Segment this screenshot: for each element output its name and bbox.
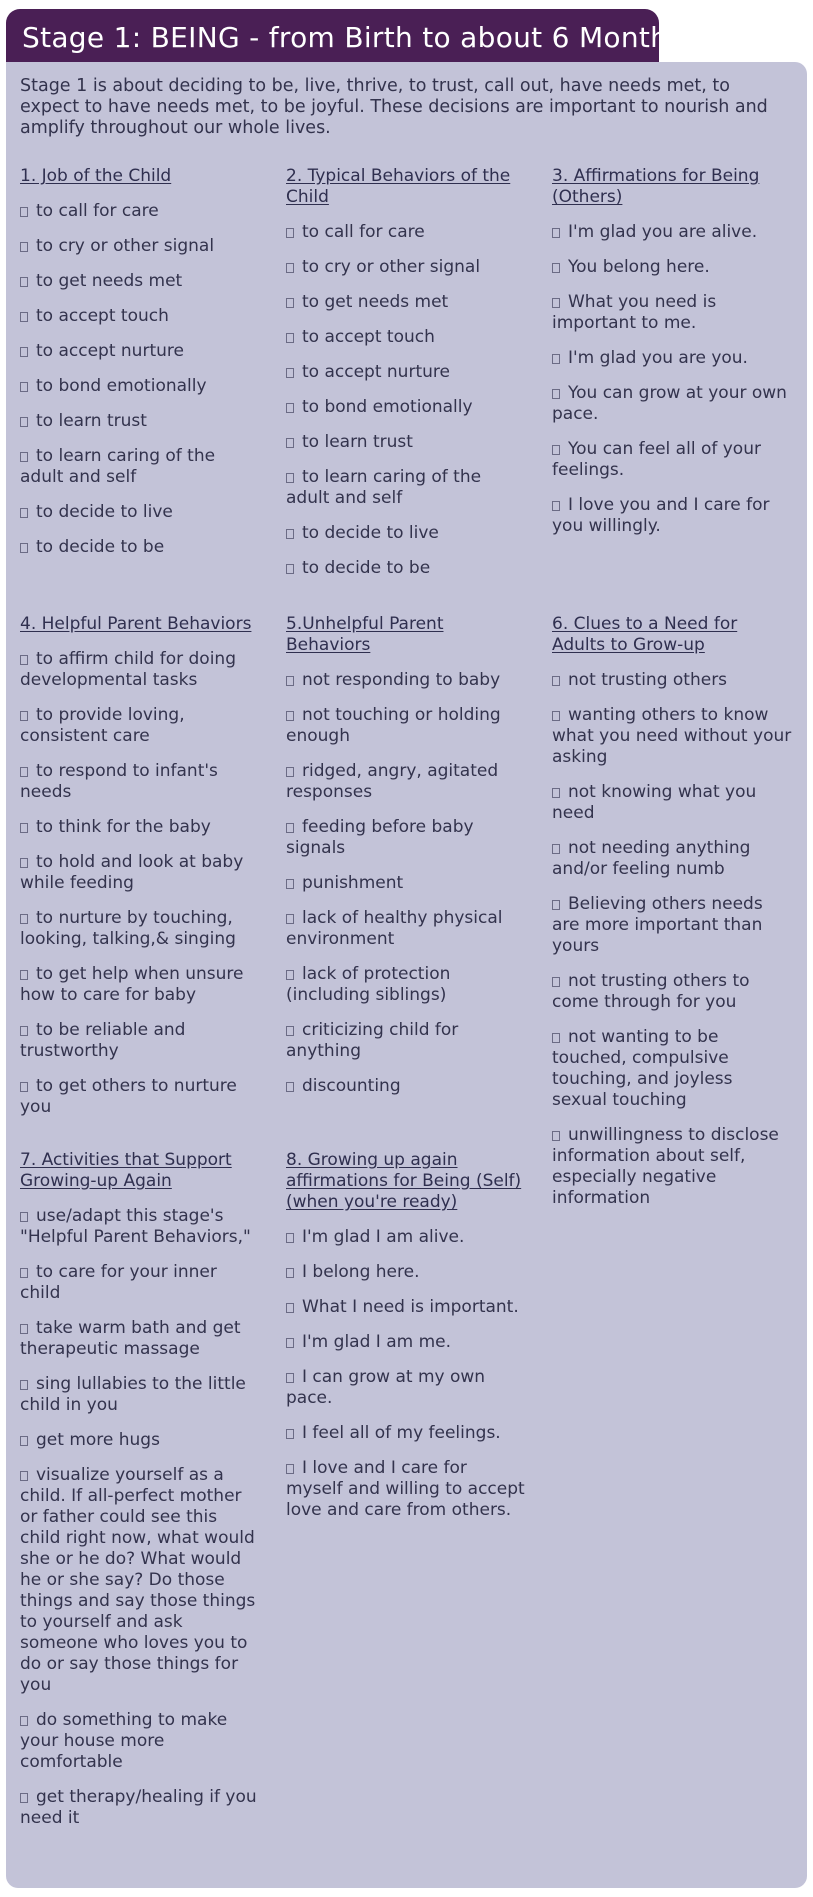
list-item (552, 257, 792, 278)
bullet-icon (20, 970, 28, 980)
list-item (20, 1465, 260, 1696)
bullet-icon (286, 1373, 294, 1383)
list-item-text: I'm glad I am alive. (302, 1227, 465, 1247)
bullet-icon (286, 676, 294, 686)
list-item (20, 1710, 260, 1773)
section-list (552, 222, 792, 537)
list-item (20, 236, 260, 257)
bullet-icon (286, 711, 294, 721)
bullet-icon (20, 417, 28, 427)
list-item (552, 894, 792, 957)
bullet-icon (20, 1268, 28, 1278)
list-item (20, 341, 260, 362)
list-item (286, 1423, 526, 1444)
list-item (286, 1020, 526, 1062)
list-item (286, 362, 526, 383)
list-item (286, 705, 526, 747)
list-item (20, 908, 260, 950)
bullet-icon (286, 1026, 294, 1036)
list-item-text: to decide to live (36, 502, 173, 522)
list-item (286, 467, 526, 509)
list-item (286, 327, 526, 348)
bullet-icon (20, 382, 28, 392)
list-item-text: discounting (302, 1076, 401, 1096)
list-item-text: not trusting others (568, 670, 728, 690)
list-item (286, 1458, 526, 1521)
bullet-icon (20, 1436, 28, 1446)
section-affirmations-self (286, 1150, 526, 1535)
list-item-text: to call for care (36, 201, 159, 221)
list-item (552, 292, 792, 334)
bullet-icon (286, 1268, 294, 1278)
list-item (286, 397, 526, 418)
section-title: 2. Typical Behaviors of the Child (286, 166, 511, 207)
list-item-text: feeding before baby signals (286, 817, 474, 858)
list-item-text: I belong here. (302, 1262, 420, 1282)
list-item-text: take warm bath and get therapeutic massage (20, 1318, 241, 1359)
list-item (552, 348, 792, 369)
list-item-text: to learn trust (302, 432, 413, 452)
bullet-icon (286, 368, 294, 378)
list-item-text: ridged, angry, agitated responses (286, 761, 499, 802)
list-item-text: not touching or holding enough (286, 705, 501, 746)
list-item-text: not responding to baby (302, 670, 501, 690)
list-item (286, 1332, 526, 1353)
list-item (286, 1076, 526, 1097)
list-item (286, 558, 526, 579)
section-title: 7. Activities that Support Growing-up Again (20, 1150, 232, 1191)
list-item-text: to get needs met (36, 271, 183, 291)
list-item-text: to decide to be (36, 537, 165, 557)
list-item-text: to provide loving, consistent care (20, 705, 185, 746)
bullet-icon (286, 263, 294, 273)
list-item (20, 964, 260, 1006)
list-item (286, 1367, 526, 1409)
section-list (552, 670, 792, 1209)
section-title: 6. Clues to a Need for Adults to Grow-up (552, 614, 738, 655)
bullet-icon (20, 1212, 28, 1222)
bullet-icon (286, 298, 294, 308)
list-item-text: to decide to be (302, 558, 431, 578)
bullet-icon (20, 1082, 28, 1092)
list-item (552, 782, 792, 824)
list-item (20, 537, 260, 558)
list-item (552, 222, 792, 243)
list-item (552, 383, 792, 425)
intro-paragraph: Stage 1 is about deciding to be, live, thrive, to trust, call out, have needs met, to expect to have needs met, to be joyful. These decisions are important to nourish and amplify throughout our whole lives. (20, 76, 768, 138)
list-item-text: unwillingness to disclose information about self, especially negative information (552, 1125, 779, 1208)
bullet-icon (286, 529, 294, 539)
list-item (286, 670, 526, 691)
section-typical-behaviors (286, 166, 526, 593)
list-item-text: to hold and look at baby while feeding (20, 852, 244, 893)
list-item (20, 1430, 260, 1451)
list-item-text: lack of protection (including siblings) (286, 964, 451, 1005)
bullet-icon (20, 1716, 28, 1726)
bullet-icon (20, 711, 28, 721)
list-item (286, 761, 526, 803)
list-item (286, 817, 526, 859)
list-item-text: What you need is important to me. (552, 292, 717, 333)
list-item-text: do something to make your house more comfortable (20, 1710, 228, 1772)
list-item-text: to cry or other signal (302, 257, 481, 277)
list-item-text: to call for care (302, 222, 425, 242)
list-item-text: not wanting to be touched, compulsive touching, and joyless sexual touching (552, 1027, 733, 1110)
list-item-text: to think for the baby (36, 817, 211, 837)
bullet-icon (20, 767, 28, 777)
bullet-icon (552, 389, 560, 399)
section-title: 8. Growing up again affirmations for Being (Self) (when you're ready) (286, 1150, 522, 1212)
list-item (20, 761, 260, 803)
list-item (552, 705, 792, 768)
bullet-icon (552, 445, 560, 455)
bullet-icon (286, 1464, 294, 1474)
list-item-text: not trusting others to come through for you (552, 971, 750, 1012)
list-item (552, 439, 792, 481)
bullet-icon (552, 354, 560, 364)
list-item-text: I'm glad you are you. (568, 348, 748, 368)
list-item-text: sing lullabies to the little child in you (20, 1374, 246, 1415)
section-title: 3. Affirmations for Being (Others) (552, 166, 760, 207)
list-item (20, 1206, 260, 1248)
bullet-icon (20, 312, 28, 322)
list-item-text: I'm glad you are alive. (568, 222, 758, 242)
bullet-icon (20, 1324, 28, 1334)
title-tab (6, 9, 684, 65)
section-title: 4. Helpful Parent Behaviors (20, 614, 252, 634)
bullet-icon (552, 788, 560, 798)
list-item (552, 1125, 792, 1209)
list-item-text: to accept nurture (302, 362, 450, 382)
list-item-text: lack of healthy physical environment (286, 908, 503, 949)
list-item (286, 432, 526, 453)
bullet-icon (20, 823, 28, 833)
list-item (20, 705, 260, 747)
list-item-text: not needing anything and/or feeling numb (552, 838, 751, 879)
bullet-icon (286, 228, 294, 238)
list-item (286, 873, 526, 894)
list-item-text: I can grow at my own pace. (286, 1367, 486, 1408)
section-title: 1. Job of the Child (20, 166, 172, 186)
section-activities (20, 1150, 260, 1843)
list-item (286, 908, 526, 950)
list-item-text: to nurture by touching, looking, talking,& singing (20, 908, 236, 949)
list-item-text: What I need is important. (302, 1297, 519, 1317)
bullet-icon (20, 207, 28, 217)
list-item (20, 649, 260, 691)
content-panel (6, 62, 807, 1888)
list-item (20, 1076, 260, 1118)
section-title: 5.Unhelpful Parent Behaviors (286, 614, 444, 655)
section-list (20, 201, 260, 558)
list-item (286, 523, 526, 544)
bullet-icon (286, 564, 294, 574)
bullet-icon (286, 1233, 294, 1243)
list-item-text: I'm glad I am me. (302, 1332, 451, 1352)
list-item (286, 257, 526, 278)
bullet-icon (552, 298, 560, 308)
list-item-text: You can feel all of your feelings. (552, 439, 761, 480)
list-item-text: to get help when unsure how to care for baby (20, 964, 244, 1005)
bullet-icon (20, 1380, 28, 1390)
bullet-icon (20, 347, 28, 357)
list-item (20, 817, 260, 838)
list-item-text: get therapy/healing if you need it (20, 1787, 257, 1828)
list-item (20, 1020, 260, 1062)
bullet-icon (286, 767, 294, 777)
list-item (20, 502, 260, 523)
list-item-text: visualize yourself as a child. If all-perfect mother or father could see this child right now, what would she or he do? What would he or she say? Do those things and say those things to yourself and ask someone who loves you to do or say those things for you (20, 1465, 256, 1695)
list-item-text: to bond emotionally (36, 376, 207, 396)
bullet-icon (20, 1026, 28, 1036)
list-item-text: criticizing child for anything (286, 1020, 459, 1061)
list-item-text: to learn caring of the adult and self (286, 467, 482, 508)
bullet-icon (286, 879, 294, 889)
section-affirmations-others (552, 166, 792, 551)
bullet-icon (552, 711, 560, 721)
bullet-icon (20, 1471, 28, 1481)
list-item-text: to care for your inner child (20, 1262, 217, 1303)
list-item (20, 852, 260, 894)
list-item-text: to bond emotionally (302, 397, 473, 417)
bullet-icon (286, 823, 294, 833)
bullet-icon (286, 438, 294, 448)
list-item (286, 222, 526, 243)
list-item-text: not knowing what you need (552, 782, 757, 823)
bullet-icon (286, 970, 294, 980)
bullet-icon (286, 1338, 294, 1348)
section-list (286, 222, 526, 579)
bullet-icon (286, 1303, 294, 1313)
page-title: Stage 1: BEING - from Birth to about 6 Months (22, 21, 684, 54)
section-job-of-child (20, 166, 260, 572)
list-item (20, 376, 260, 397)
list-item-text: use/adapt this stage's "Helpful Parent Behaviors," (20, 1206, 251, 1247)
list-item (20, 306, 260, 327)
list-item (552, 495, 792, 537)
list-item-text: to learn caring of the adult and self (20, 446, 216, 487)
section-clues-grow-up (552, 614, 792, 1223)
bullet-icon (286, 403, 294, 413)
list-item (20, 1262, 260, 1304)
bullet-icon (552, 228, 560, 238)
bullet-icon (20, 914, 28, 924)
list-item-text: punishment (302, 873, 404, 893)
section-list (286, 670, 526, 1097)
bullet-icon (20, 508, 28, 518)
list-item-text: You can grow at your own pace. (552, 383, 787, 424)
list-item (20, 201, 260, 222)
bullet-icon (20, 543, 28, 553)
list-item (552, 971, 792, 1013)
list-item-text: I feel all of my feelings. (302, 1423, 501, 1443)
list-item-text: You belong here. (568, 257, 710, 277)
bullet-icon (552, 844, 560, 854)
bullet-icon (20, 1793, 28, 1803)
list-item-text: to be reliable and trustworthy (20, 1020, 186, 1061)
list-item-text: to accept nurture (36, 341, 184, 361)
bullet-icon (286, 333, 294, 343)
list-item (20, 1318, 260, 1360)
list-item-text: to respond to infant's needs (20, 761, 218, 802)
bullet-icon (20, 242, 28, 252)
bullet-icon (552, 977, 560, 987)
list-item-text: to accept touch (302, 327, 435, 347)
list-item-text: to learn trust (36, 411, 147, 431)
list-item (552, 670, 792, 691)
bullet-icon (552, 263, 560, 273)
list-item (20, 446, 260, 488)
list-item (20, 411, 260, 432)
list-item-text: to decide to live (302, 523, 439, 543)
bullet-icon (286, 1429, 294, 1439)
list-item-text: Believing others needs are more important than yours (552, 894, 763, 956)
list-item (552, 1027, 792, 1111)
bullet-icon (20, 452, 28, 462)
list-item-text: to get needs met (302, 292, 449, 312)
bullet-icon (286, 1082, 294, 1092)
bullet-icon (552, 676, 560, 686)
list-item-text: I love and I care for myself and willing to accept love and care from others. (286, 1458, 525, 1520)
list-item (286, 1262, 526, 1283)
section-unhelpful-parent (286, 614, 526, 1111)
bullet-icon (552, 900, 560, 910)
list-item-text: to cry or other signal (36, 236, 215, 256)
list-item (552, 838, 792, 880)
list-item (286, 292, 526, 313)
list-item-text: to affirm child for doing developmental tasks (20, 649, 236, 690)
section-list (286, 1227, 526, 1521)
list-item-text: get more hugs (36, 1430, 160, 1450)
bullet-icon (20, 277, 28, 287)
section-helpful-parent (20, 614, 260, 1132)
bullet-icon (20, 655, 28, 665)
bullet-icon (552, 1131, 560, 1141)
list-item-text: wanting others to know what you need without your asking (552, 705, 792, 767)
list-item-text: to accept touch (36, 306, 169, 326)
list-item (20, 271, 260, 292)
bullet-icon (552, 501, 560, 511)
section-list (20, 1206, 260, 1829)
section-list (20, 649, 260, 1118)
list-item (286, 1297, 526, 1318)
bullet-icon (286, 473, 294, 483)
list-item-text: I love you and I care for you willingly. (552, 495, 770, 536)
bullet-icon (552, 1033, 560, 1043)
list-item (286, 1227, 526, 1248)
list-item (20, 1787, 260, 1829)
bullet-icon (286, 914, 294, 924)
list-item-text: to get others to nurture you (20, 1076, 237, 1117)
list-item (20, 1374, 260, 1416)
list-item (286, 964, 526, 1006)
bullet-icon (20, 858, 28, 868)
